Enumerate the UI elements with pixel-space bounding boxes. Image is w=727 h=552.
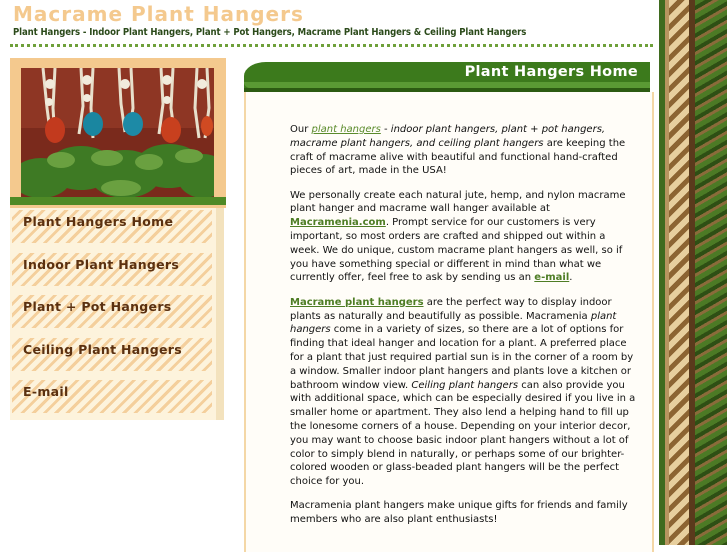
nav-item-email[interactable] (12, 380, 212, 413)
text: Our (290, 124, 312, 135)
macrame-plant-hangers-link[interactable]: Macrame plant hangers (290, 296, 424, 308)
leaf-stripe (695, 0, 727, 545)
nav-item-plant-pot-hangers[interactable] (12, 295, 212, 328)
intro-paragraph (290, 123, 636, 178)
nav-label: E-mail (23, 384, 69, 399)
main-content (290, 123, 636, 538)
header-divider (10, 44, 653, 47)
banner-highlight (244, 82, 650, 88)
text: . (569, 272, 573, 284)
decorative-side-strip (659, 0, 727, 545)
text: - (380, 124, 391, 135)
email-link[interactable]: e-mail (534, 272, 570, 284)
nav-item-ceiling-plant-hangers[interactable] (12, 338, 212, 371)
plant-hanger-photo (21, 68, 214, 198)
site-title: Macrame Plant Hangers (13, 2, 304, 26)
nav-item-indoor-plant-hangers[interactable] (12, 253, 212, 286)
rope-stripe (669, 0, 689, 545)
macramenia-link[interactable]: Macramenia.com (290, 217, 386, 229)
photo-frame (10, 58, 226, 208)
nav-label: Plant + Pot Hangers (23, 299, 172, 314)
text: Ceiling plant hangers (411, 379, 519, 391)
main-title-banner (244, 62, 650, 92)
nav-label: Indoor Plant Hangers (23, 256, 180, 272)
photo-band (10, 197, 226, 205)
gifts-paragraph (290, 499, 636, 527)
text: are keeping the craft of macrame alive with beautiful and functional hand-crafted pieces of art, made in the USA! (290, 137, 626, 177)
text: are the perfect way to display indoor plants as naturally and beautifully as possible. Macramenia (290, 296, 612, 322)
text: Macramenia plant hangers make unique gifts for friends and family members who are also plant enthusiasts! (290, 500, 628, 526)
details-paragraph (290, 296, 636, 489)
page-title: Plant Hangers Home (464, 64, 638, 80)
main-navigation (12, 210, 212, 423)
text: . Prompt service for our customers is very important, so most orders are crafted and shipped out within a week. We do unique, custom macrame plant hangers as well, so if you have something special or different in mind than what we currently offer, feel free to ask by sending us an (290, 217, 623, 284)
text: indoor plant hangers, plant + pot hangers, macrame plant hangers, and ceiling plant hangers (290, 124, 606, 149)
text: We personally create each natural jute, hemp, and nylon macrame plant hanger and macrame wall hanger available at (290, 189, 626, 215)
nav-label: Plant Hangers Home (23, 214, 174, 229)
plant-hangers-link[interactable]: plant hangers (311, 124, 381, 135)
text: come in a variety of sizes, so there are a lot of options for finding that ideal hanger and location for a plant. A preferred place for a plant that just required partial sun is in the corner of a room by a window. Smaller indoor plant hangers and plants love a kitchen or bathroom window view. (290, 324, 634, 391)
site-subtitle: Plant Hangers - Indoor Plant Hangers, Plant + Pot Hangers, Macrame Plant Hangers & Ceiling Plant Hangers (13, 27, 527, 38)
text: plant hangers (290, 310, 617, 336)
nav-label: Ceiling Plant Hangers (23, 341, 182, 357)
about-paragraph (290, 189, 636, 286)
nav-item-plant-hangers-home[interactable] (12, 210, 212, 243)
text: can also provide you with additional space, which can be especially desired if you live in a smaller home or apartment. They also lend a helping hand to fill up the lonesome corners of a house. Depending on your interior decor, you may want to choose basic indoor plant hangers without a lot of color to simply blend in naturally, or perhaps some of our brighter-colored wooden or glass-beaded plant hangers will be the perfect choice for you. (290, 379, 636, 488)
